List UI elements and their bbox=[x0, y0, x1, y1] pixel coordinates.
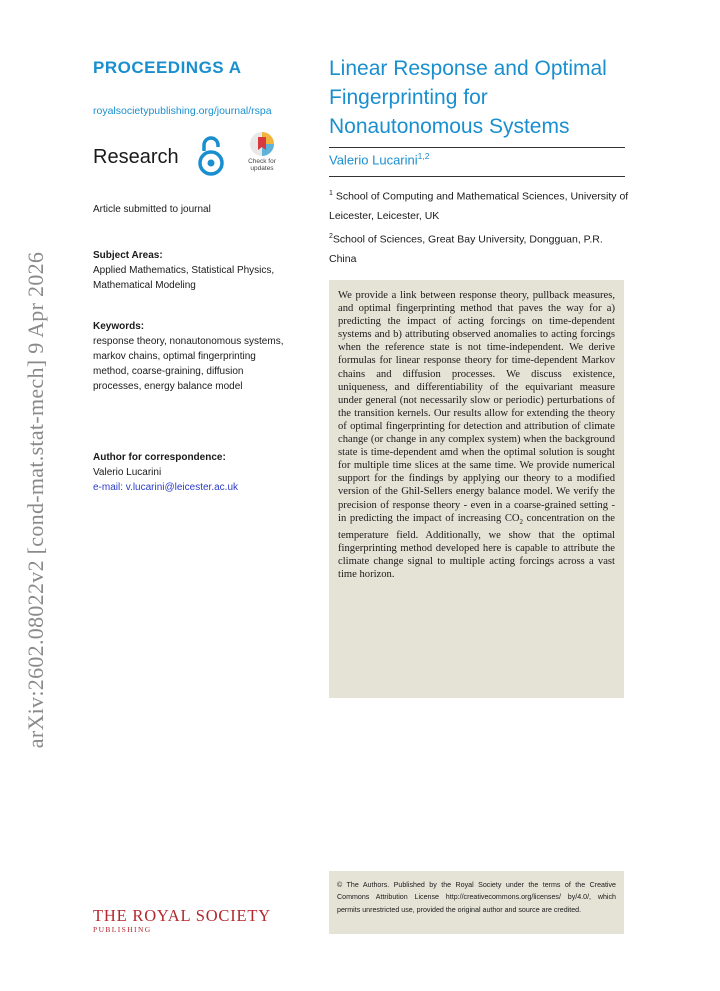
arxiv-id-text: arXiv:2602.08022v2 [cond-mat.stat-mech] 9 Apr 2026 bbox=[23, 251, 48, 749]
check-for-updates-label: Check for updates bbox=[248, 158, 276, 172]
subject-areas bbox=[93, 248, 293, 293]
correspondence-name: Valerio Lucarini bbox=[93, 467, 162, 478]
royal-society-logo bbox=[93, 906, 271, 934]
author-divider bbox=[329, 176, 625, 177]
license-text: © The Authors. Published by the Royal Society under the terms of the Creative Commons Attribution License http://creativecommons.org/licenses/ by/4.0/, which permits unrestricted use, provided the original author and source are credited. bbox=[337, 881, 616, 914]
check-for-updates-icon bbox=[249, 131, 275, 157]
keywords-heading: Keywords: bbox=[93, 321, 145, 332]
abstract-text: We provide a link between response theory, pullback measures, and optimal fingerprinting method that paves the way for a) predicting the impact of acting forcings on time-dependent systems and b) attributing observed anomalies to acting forcings when the reference state is not time-independent. We derive formulas for linear response theory for time-dependent Markov chains and diffusion processes. We discuss existence, uniqueness, and differentiability of the equivariant measure under general (not necessarily slow or periodic) perturbations of the transition kernels. Our results allow for extending the theory of optimal fingerprinting for detection and attribution of climate change (or change in any complex system) when the background state is time-dependent amd when the optimal solution is sought for multiple time slices at the same time. We provide numerical support for the findings by applying our theory to a modified version of the Ghil-Sellers energy balance model. We verify the precision of response theory - even in a coarse-grained setting - in predicting the impact of increasing $CO_2$ concentration on the temperature field. Additionally, we show that the optimal fingerprinting method developed here is capable to attribute the climate change signal to multiple acting forcings across a vast time horizon. bbox=[338, 290, 615, 581]
title-divider bbox=[329, 147, 625, 148]
author-affiliation-marks: 1,2 bbox=[417, 151, 430, 161]
arxiv-side-identifier bbox=[20, 200, 52, 800]
publisher-name: THE ROYAL SOCIETY bbox=[93, 906, 271, 925]
keywords-block bbox=[93, 319, 293, 394]
affiliations bbox=[329, 184, 629, 269]
author-name: Valerio Lucarini$^{1,2}$ bbox=[329, 151, 430, 168]
affiliation-2: $^2$School of Sciences, Great Bay University, Dongguan, P.R. China bbox=[329, 232, 603, 265]
keywords-text: response theory, nonautonomous systems, markov chains, optimal fingerprinting method, coarse-graining, diffusion processes, energy balance model bbox=[93, 336, 284, 392]
abstract-box bbox=[329, 280, 624, 698]
open-access-icon bbox=[196, 134, 226, 176]
correspondence-block bbox=[93, 450, 293, 495]
submission-note: Article submitted to journal bbox=[93, 204, 211, 215]
correspondence-heading: Author for correspondence: bbox=[93, 452, 226, 463]
license-box bbox=[329, 871, 624, 934]
affiliation-1: $^1$ School of Computing and Mathematical Sciences, University of Leicester, Leicester, UK bbox=[329, 190, 629, 222]
subject-areas-text: Applied Mathematics, Statistical Physics, Mathematical Modeling bbox=[93, 265, 275, 291]
section-label: Research bbox=[93, 146, 179, 168]
correspondence-email-link[interactable]: e-mail: v.lucarini@leicester.ac.uk bbox=[93, 482, 239, 493]
journal-url-link[interactable]: royalsocietypublishing.org/journal/rspa bbox=[93, 105, 272, 117]
subject-areas-heading: Subject Areas: bbox=[93, 250, 163, 261]
paper-title: Linear Response and Optimal Fingerprinting for Nonautonomous Systems bbox=[329, 57, 607, 138]
journal-name: PROCEEDINGS A bbox=[93, 58, 242, 77]
publisher-sub: PUBLISHING bbox=[93, 925, 152, 934]
check-for-updates-badge[interactable] bbox=[238, 131, 286, 172]
